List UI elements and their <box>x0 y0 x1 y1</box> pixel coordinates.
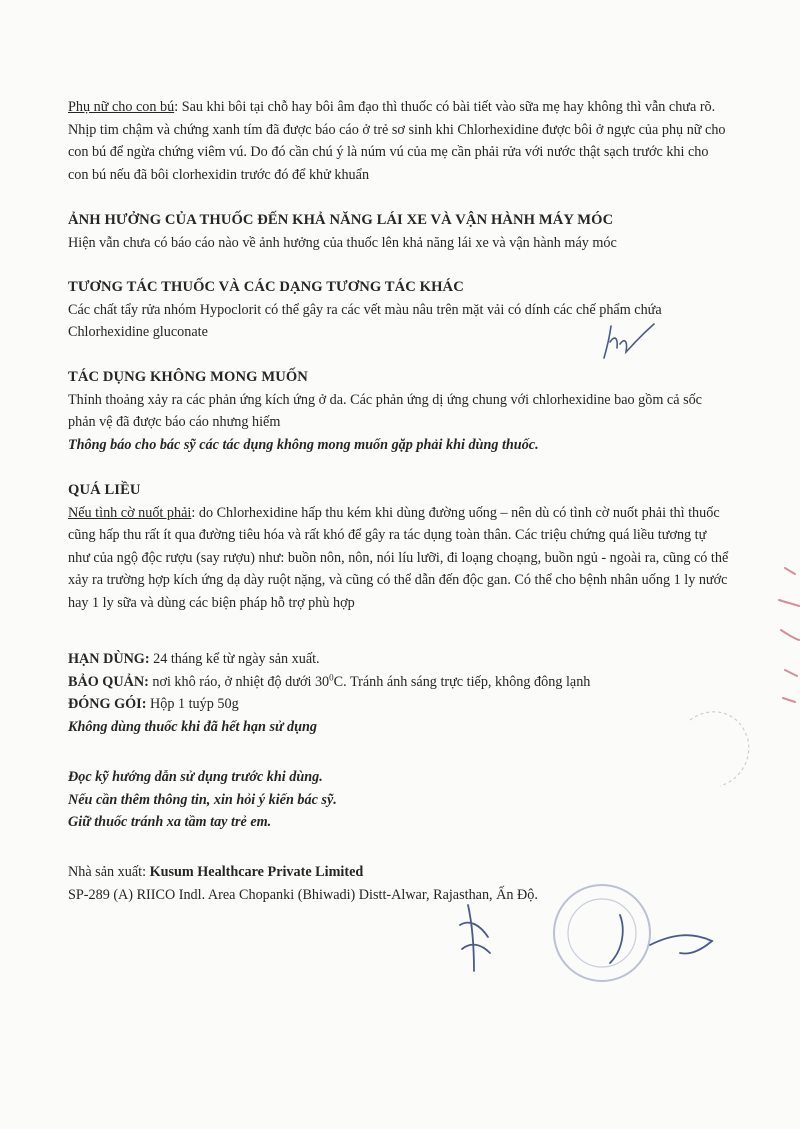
overdose-paragraph <box>68 502 730 615</box>
interactions-heading: TƯƠNG TÁC THUỐC VÀ CÁC DẠNG TƯƠNG TÁC KHÁC <box>68 279 464 295</box>
adverse-heading: TÁC DỤNG KHÔNG MONG MUỐN <box>68 369 308 385</box>
driving-section <box>68 209 730 254</box>
overdose-text: : do Chlorhexidine hấp thu kém khi dùng đường uống – nên dù có tình cờ nuốt phải thì thuốc cũng hấp thu rất ít qua đường tiêu hóa và rất khó để gây ra tác dụng toàn thân. Các triệu chứng quá liều tương tự như của ngộ độc rượu (say rượu) như: buồn nôn, nôn, nói líu lưỡi, đi loạng choạng, buồn ngủ - ngoài ra, cũng có thể xảy ra trường hợp kích ứng dạ dày ruột nặng, và cũng có thể dẫn đến độc gan. Có thể cho bệnh nhân uống 1 ly nước hay 1 ly sữa và dùng các biện pháp hỗ trợ phù hợp <box>68 504 729 611</box>
shelf-life-label: HẠN DÙNG: <box>68 651 150 667</box>
warning-ask-doctor: Nếu cần thêm thông tin, xin hỏi ý kiến bác sỹ. <box>68 791 337 808</box>
storage-line <box>68 671 730 694</box>
manufacturer-name: Kusum Healthcare Private Limited <box>149 864 364 880</box>
storage-value-a: nơi khô ráo, ở nhiệt độ dưới 30 <box>148 673 330 690</box>
manufacturer-address: SP-289 (A) RIICO Indl. Area Chopanki (Bhiwadi) Distt-Alwar, Rajasthan, Ấn Độ. <box>68 886 538 903</box>
initials-signature-icon <box>598 318 658 360</box>
overdose-section <box>68 479 730 614</box>
shelf-life-value: 24 tháng kể từ ngày sản xuất. <box>149 651 320 667</box>
overdose-label: Nếu tình cờ nuốt phải <box>68 504 192 521</box>
warning-read-instructions: Đọc kỹ hướng dẫn sử dụng trước khi dùng. <box>68 769 323 785</box>
nursing-paragraph <box>68 96 730 186</box>
storage-label: BẢO QUẢN: <box>68 673 149 690</box>
edge-stamp-icon <box>755 560 800 710</box>
nursing-label: Phụ nữ cho con bú <box>68 99 175 115</box>
storage-degree: 0 <box>329 671 334 682</box>
adverse-notice: Thông báo cho bác sỹ các tác dụng không mong muốn gặp phải khi dùng thuốc. <box>68 436 539 453</box>
adverse-section <box>68 366 730 456</box>
warnings-section <box>68 766 730 834</box>
faint-stamp-icon <box>680 700 755 790</box>
overdose-heading: QUÁ LIỀU <box>68 482 141 498</box>
storage-section <box>68 648 730 738</box>
shelf-life-line <box>68 648 730 671</box>
manufacturer-label: Nhà sản xuất: <box>68 864 150 880</box>
packaging-line <box>68 693 730 716</box>
driving-text: Hiện vẫn chưa có báo cáo nào về ảnh hưởng của thuốc lên khả năng lái xe và vận hành máy móc <box>68 234 617 251</box>
nursing-text: : Sau khi bôi tại chỗ hay bôi âm đạo thì thuốc có bài tiết vào sữa mẹ hay không thì vẫn chưa rõ. Nhịp tim chậm và chứng xanh tím đã được báo cáo ở trẻ sơ sinh khi Chlorhexidine được bôi ở ngực của phụ nữ cho con bú để ngừa chứng viêm vú. Do đó cần chú ý là núm vú của mẹ cần phải rửa với nước thật sạch trước khi cho con bú nếu đã bôi clorhexidin trước đó để khử khuẩn <box>68 99 726 183</box>
interactions-text: Các chất tẩy rửa nhóm Hypoclorit có thể gây ra các vết màu nâu trên mặt vải có dính các chế phẩm chứa Chlorhexidine gluconate <box>68 301 662 340</box>
nursing-section <box>68 96 730 186</box>
adverse-text: Thỉnh thoảng xảy ra các phản ứng kích ứng ở da. Các phản ứng dị ứng chung với chlorhexidine bao gồm cả sốc phản vệ đã được báo cáo nhưng hiếm <box>68 391 702 430</box>
storage-value-b: C. Tránh ánh sáng trực tiếp, không đông lạnh <box>333 673 591 690</box>
expiry-warning: Không dùng thuốc khi đã hết hạn sử dụng <box>68 718 317 735</box>
packaging-label: ĐÓNG GÓI: <box>68 696 147 712</box>
company-stamp-signature-icon <box>450 875 740 985</box>
packaging-value: Hộp 1 tuýp 50g <box>146 696 239 712</box>
warning-keep-away: Giữ thuốc tránh xa tầm tay trẻ em. <box>68 814 272 830</box>
driving-heading: ẢNH HƯỞNG CỦA THUỐC ĐẾN KHẢ NĂNG LÁI XE VÀ VẬN HÀNH MÁY MÓC <box>68 212 614 228</box>
